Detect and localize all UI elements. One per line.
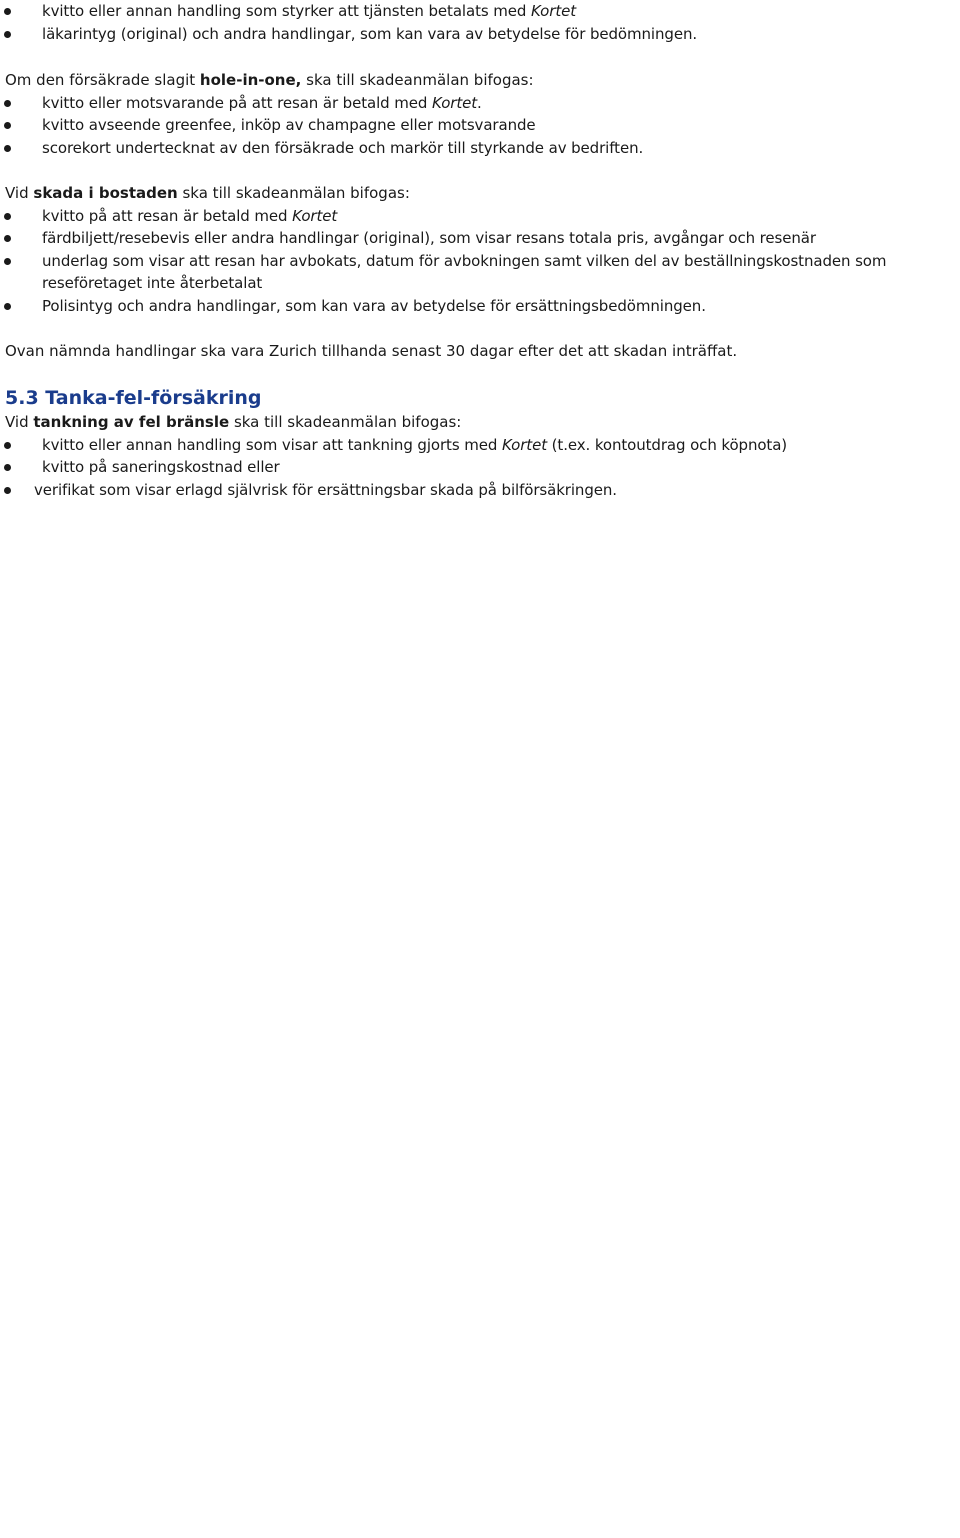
list-item	[0, 92, 960, 115]
item-text: verifikat som visar erlagd självrisk för ersättningsbar skada på bilförsäkringen.	[34, 480, 617, 499]
bullet-icon	[4, 303, 11, 310]
intro-bold: hole-in-one,	[199, 71, 302, 89]
item-text: kvitto på saneringskostnad eller	[42, 458, 280, 476]
item-text: läkarintyg (original) och andra handlingar, som kan vara av betydelse för bedömningen.	[42, 24, 698, 43]
group-generic	[0, 0, 960, 45]
intro-text: ska till skadeanmälan bifogas:	[177, 184, 410, 202]
bullet-icon	[4, 100, 11, 107]
list-item	[0, 434, 960, 457]
bullet-icon	[4, 213, 11, 220]
item-emphasis: Kortet	[292, 206, 338, 225]
group-skada-bostaden	[0, 182, 960, 317]
intro-text: ska till skadeanmälan bifogas:	[229, 413, 462, 431]
notice-paragraph: Ovan nämnda handlingar ska vara Zurich tillhanda senast 30 dagar efter det att skadan inträffat.	[5, 342, 738, 360]
list-item	[0, 295, 960, 318]
item-text: kvitto på att resan är betald med	[42, 206, 293, 225]
item-text: Polisintyg och andra handlingar, som kan vara av betydelse för ersättningsbedömningen.	[42, 296, 706, 315]
item-text: kvitto eller motsvarande på att resan är betald med	[42, 93, 432, 112]
list-item	[0, 227, 960, 250]
bullet-icon	[4, 235, 11, 242]
item-text: underlag som visar att resan har avbokats, datum för avbokningen samt vilken del av beställningskostnaden som reseföretaget inte återbetalat	[42, 251, 887, 292]
intro-paragraph	[0, 69, 960, 92]
intro-bold: tankning av fel bränsle	[33, 413, 230, 431]
bullet-icon	[4, 145, 11, 152]
bullet-icon	[4, 31, 11, 38]
item-text: färdbiljett/resebevis eller andra handlingar (original), som visar resans totala pris, avgångar och resenär	[42, 229, 816, 247]
intro-text: ska till skadeanmälan bifogas:	[301, 71, 534, 89]
item-emphasis: Kortet	[432, 93, 478, 112]
list-item	[0, 456, 960, 479]
group-hole-in-one	[0, 69, 960, 159]
bullet-icon	[4, 487, 11, 494]
item-tail: (t.ex. kontoutdrag och köpnota)	[547, 435, 788, 454]
intro-paragraph	[0, 182, 960, 205]
item-emphasis: Kortet	[530, 2, 577, 20]
intro-text: Vid	[5, 413, 34, 431]
bullet-list	[0, 92, 960, 160]
list-item	[0, 137, 960, 160]
intro-bold: skada i bostaden	[33, 184, 178, 202]
bullet-icon	[4, 464, 11, 471]
bullet-icon	[4, 122, 11, 129]
item-text: kvitto eller annan handling som visar att tankning gjorts med	[42, 435, 502, 454]
bullet-icon	[4, 8, 11, 15]
list-item	[0, 23, 960, 46]
list-item	[0, 205, 960, 228]
item-tail: .	[477, 93, 482, 112]
notice-block	[0, 340, 960, 363]
item-text: kvitto eller annan handling som styrker att tjänsten betalats med	[42, 2, 531, 20]
section-tanka-fel	[0, 385, 960, 501]
list-item	[0, 0, 960, 23]
bullet-icon	[4, 258, 11, 265]
item-text: kvitto avseende greenfee, inköp av champagne eller motsvarande	[42, 116, 536, 134]
list-item	[0, 114, 960, 137]
list-item	[0, 479, 960, 502]
item-emphasis: Kortet	[501, 435, 547, 454]
bullet-icon	[4, 442, 11, 449]
bullet-list	[0, 0, 960, 45]
bullet-list	[0, 434, 960, 502]
intro-text: Om den försäkrade slagit	[5, 71, 200, 89]
section-heading: 5.3 Tanka-fel-försäkring	[5, 387, 262, 409]
list-item	[0, 250, 922, 295]
intro-text: Vid	[5, 184, 34, 202]
intro-paragraph	[0, 411, 960, 434]
bullet-list	[0, 205, 960, 318]
item-text: scorekort undertecknat av den försäkrade och markör till styrkande av bedriften.	[42, 138, 644, 157]
